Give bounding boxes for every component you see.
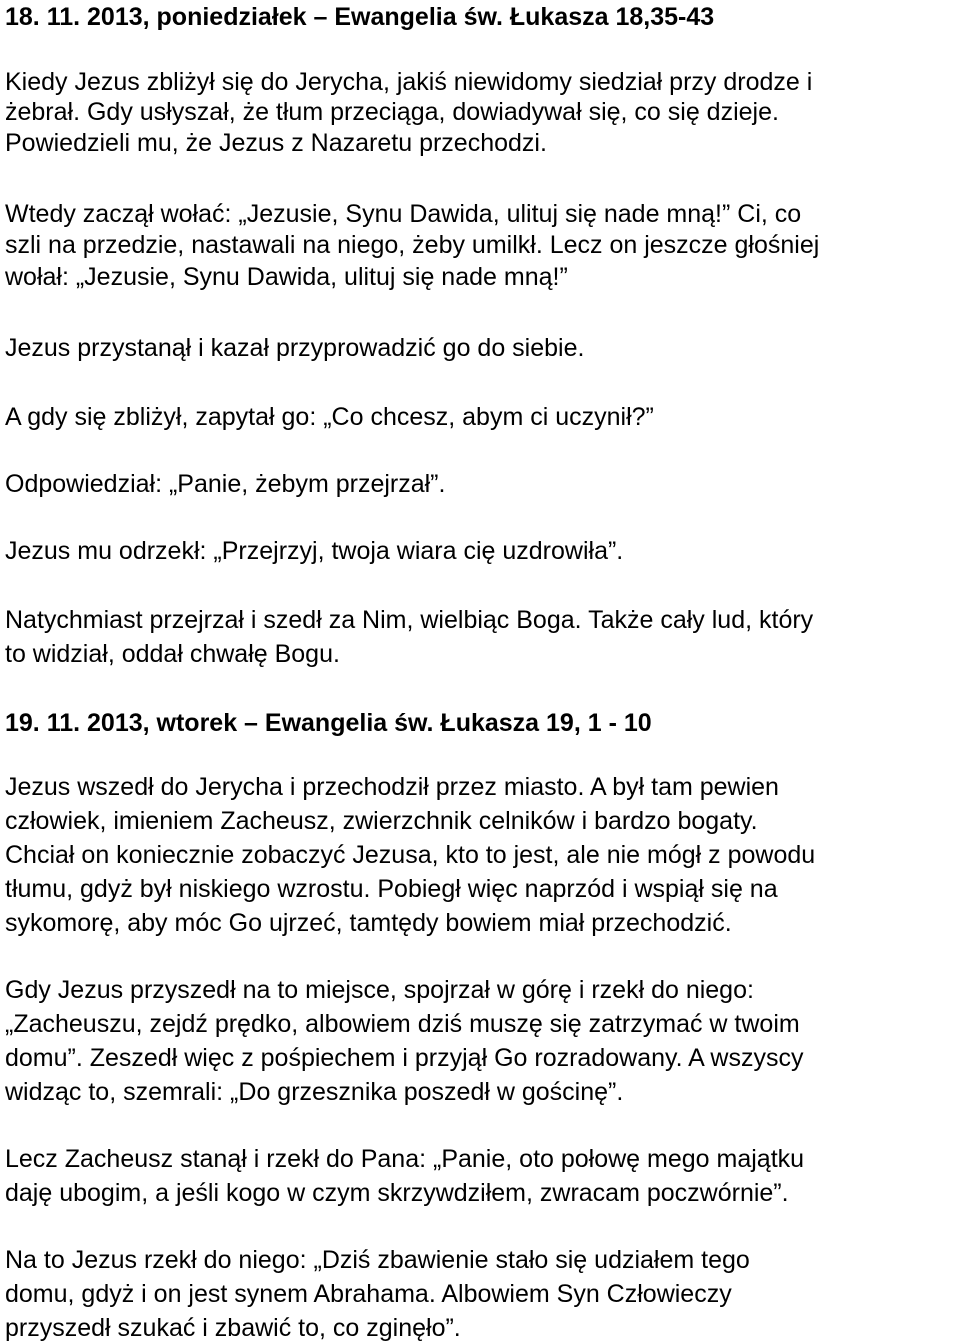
section1-heading: 18. 11. 2013, poniedziałek – Ewangelia św. Łukasza 18,35-43 [5,3,715,31]
section2-line: „Zacheuszu, zejdź prędko, albowiem dziś muszę się zatrzymać w twoim [5,1010,800,1038]
section1-line: Jezus mu odrzekł: „Przejrzyj, twoja wiara cię uzdrowiła”. [5,537,624,565]
section1-line: Natychmiast przejrzał i szedł za Nim, wielbiąc Boga. Także cały lud, który [5,606,814,634]
section1-line: żebrał. Gdy usłyszał, że tłum przeciąga, dowiadywał się, co się dzieje. [5,98,779,126]
section1-line: szli na przedzie, nastawali na niego, żeby umilkł. Lecz on jeszcze głośniej [5,231,820,259]
section2-line: tłumu, gdyż był niskiego wzrostu. Pobiegł więc naprzód i wspiął się na [5,875,778,903]
section1-line: A gdy się zbliżył, zapytał go: „Co chcesz, abym ci uczynił?” [5,403,654,431]
section2-line: Lecz Zacheusz stanął i rzekł do Pana: „Panie, oto połowę mego majątku [5,1145,805,1173]
section2-line: człowiek, imieniem Zacheusz, zwierzchnik celników i bardzo bogaty. [5,807,758,835]
section2-line: daję ubogim, a jeśli kogo w czym skrzywdziłem, zwracam poczwórnie”. [5,1179,789,1207]
section1-line: Kiedy Jezus zbliżył się do Jerycha, jakiś niewidomy siedział przy drodze i [5,68,813,96]
section1-line: Powiedzieli mu, że Jezus z Nazaretu przechodzi. [5,129,547,157]
section2-line: Jezus wszedł do Jerycha i przechodził przez miasto. A był tam pewien [5,773,779,801]
section2-line: widząc to, szemrali: „Do grzesznika poszedł w gościnę”. [5,1078,624,1106]
section2-line: Chciał on koniecznie zobaczyć Jezusa, kto to jest, ale nie mógł z powodu [5,841,816,869]
section1-line: Odpowiedział: „Panie, żebym przejrzał”. [5,470,446,498]
section1-line: Jezus przystanął i kazał przyprowadzić go do siebie. [5,334,585,362]
section1-line: wołał: „Jezusie, Synu Dawida, ulituj się nade mną!” [5,263,568,291]
section1-line: Wtedy zaczął wołać: „Jezusie, Synu Dawida, ulituj się nade mną!” Ci, co [5,200,802,228]
section2-line: przyszedł szukać i zbawić to, co zginęło”. [5,1314,461,1342]
section2-line: domu”. Zeszedł więc z pośpiechem i przyjął Go rozradowany. A wszyscy [5,1044,804,1072]
section2-line: sykomorę, aby móc Go ujrzeć, tamtędy bowiem miał przechodzić. [5,909,732,937]
section1-line: to widział, oddał chwałę Bogu. [5,640,340,668]
section2-line: Na to Jezus rzekł do niego: „Dziś zbawienie stało się udziałem tego [5,1246,750,1274]
section2-line: Gdy Jezus przyszedł na to miejsce, spojrzał w górę i rzekł do niego: [5,976,754,1004]
section2-line: domu, gdyż i on jest synem Abrahama. Albowiem Syn Człowieczy [5,1280,732,1308]
section2-heading: 19. 11. 2013, wtorek – Ewangelia św. Łukasza 19, 1 - 10 [5,709,652,737]
